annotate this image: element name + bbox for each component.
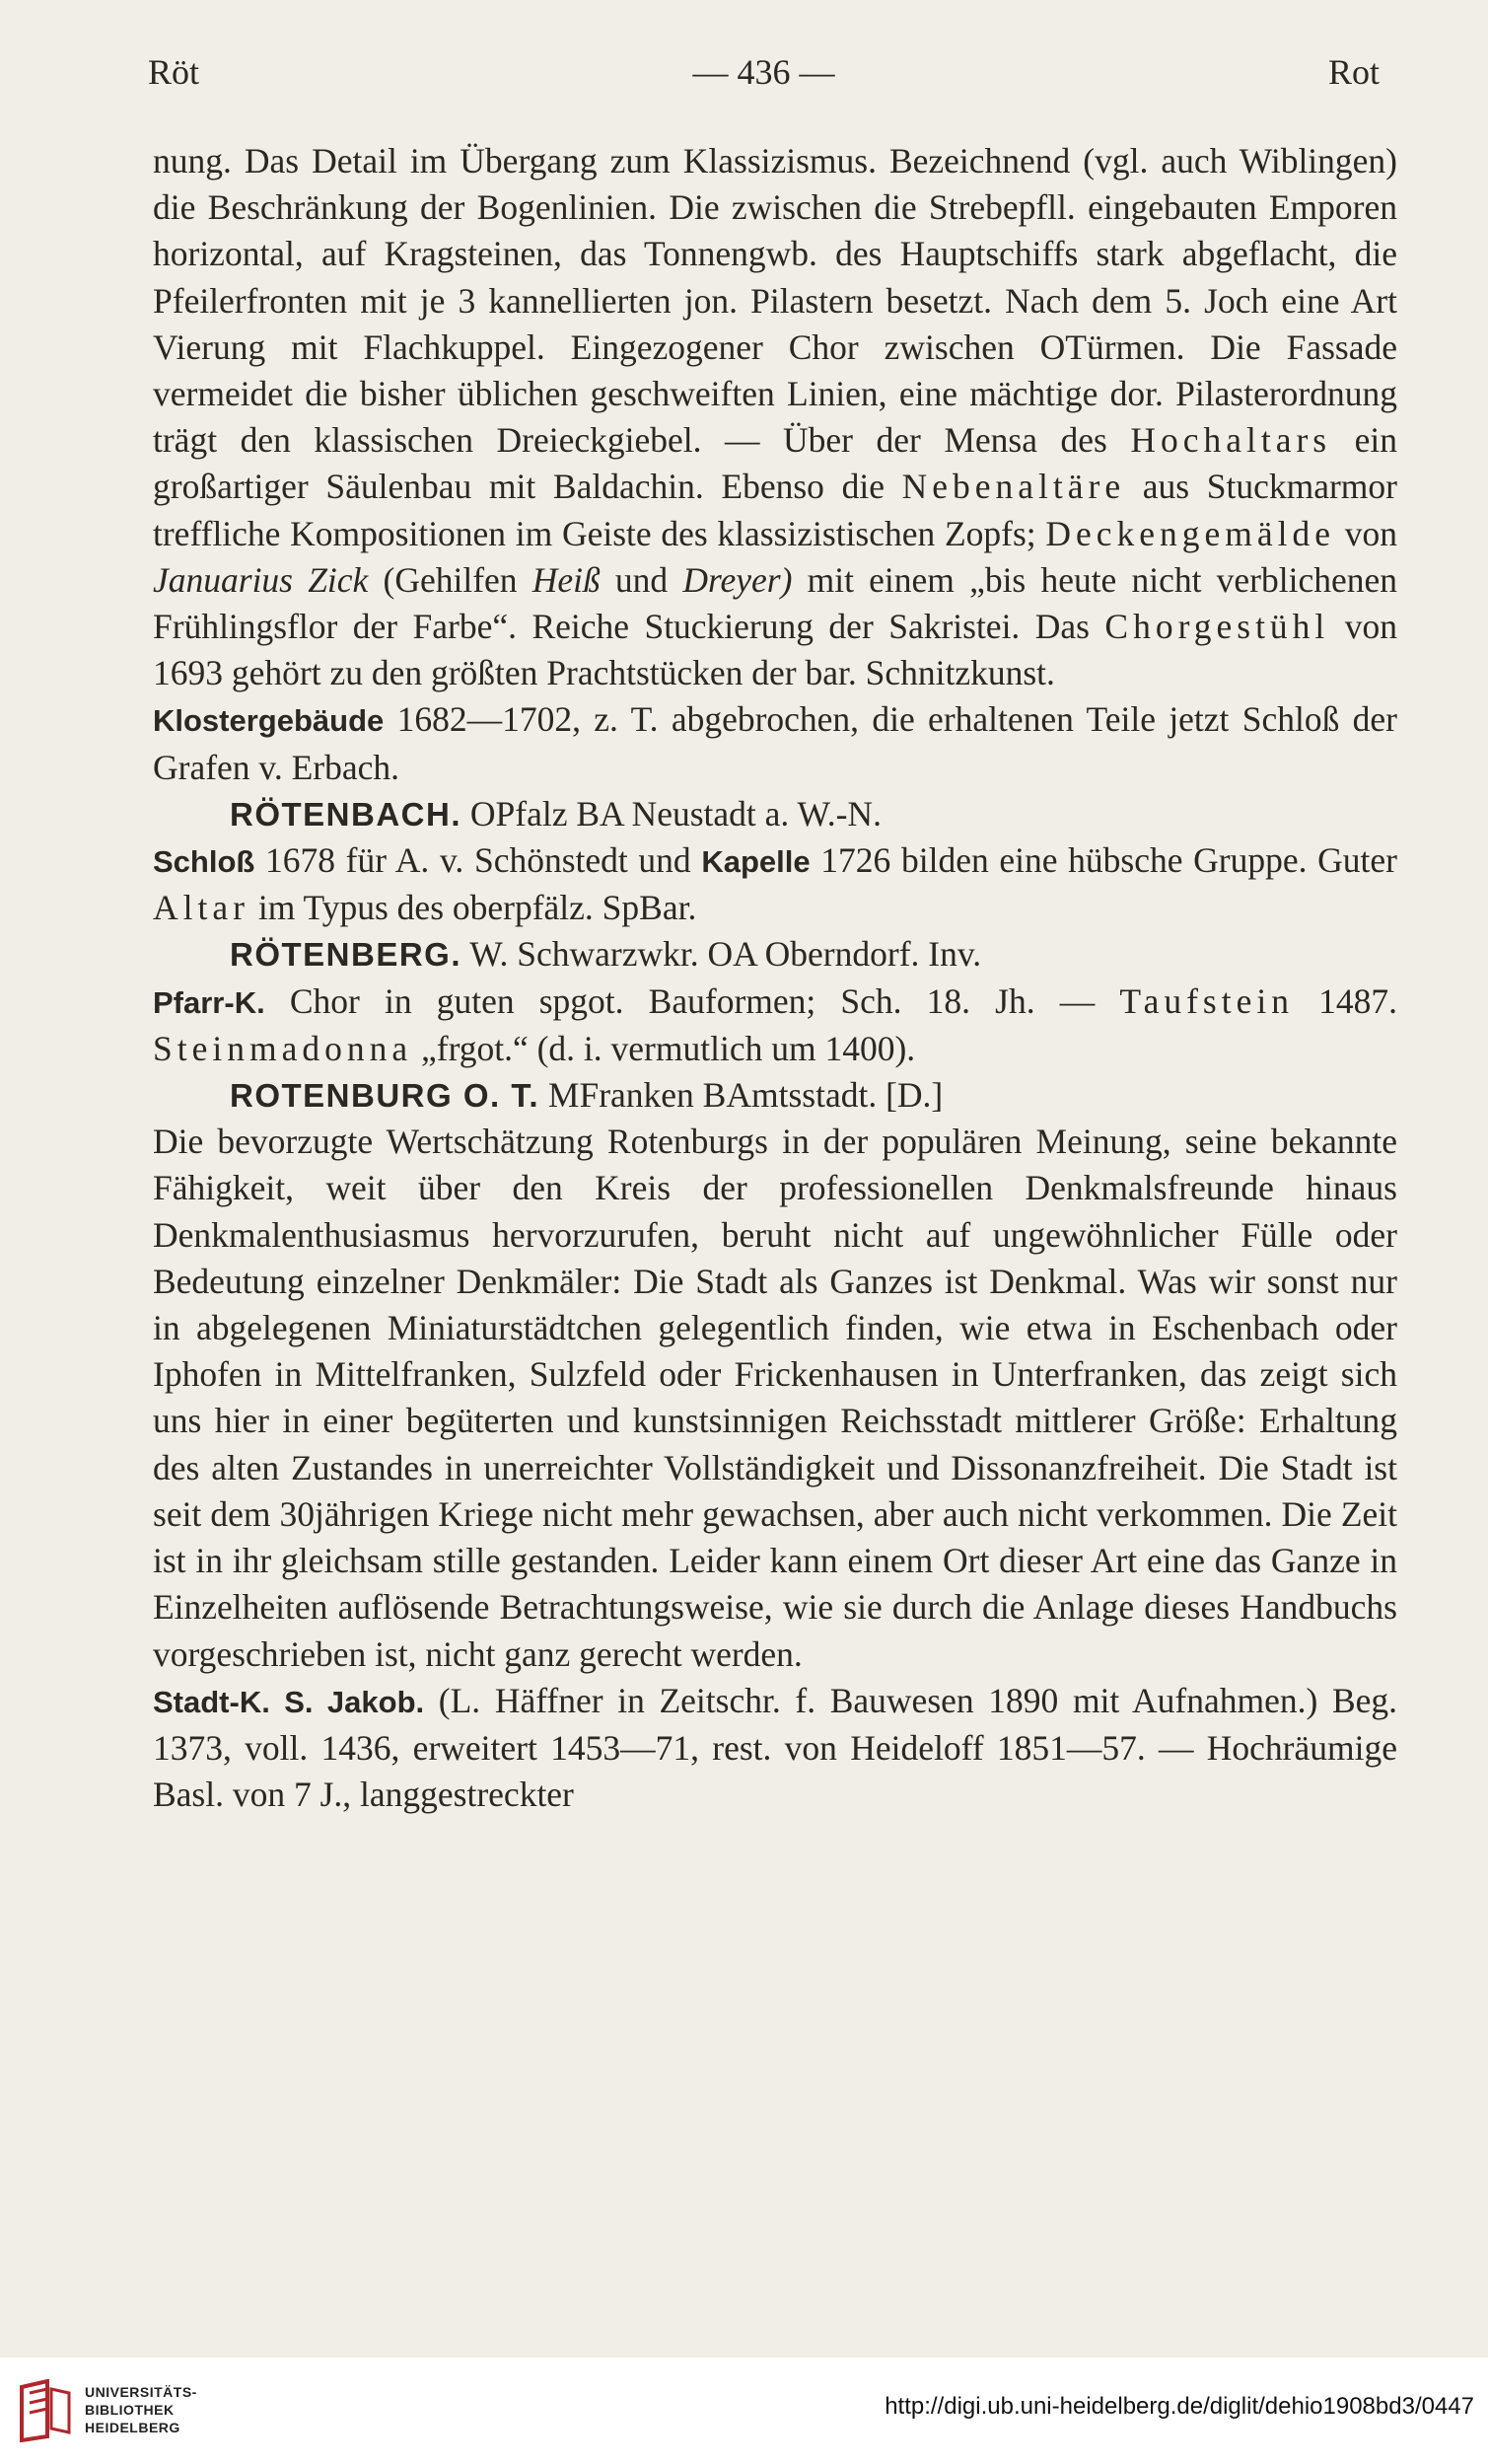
subentry-label: Klostergebäude — [153, 703, 385, 739]
paragraph-schloss: Schloß 1678 für A. v. Schönstedt und Kapelle 1726 bilden eine hübsche Gruppe. Guter Altar im Typus des oberpfälz. SpBar. — [153, 840, 1397, 928]
spaced-term: Hochaltars — [1130, 420, 1332, 461]
paragraph-pfarrkirche: Pfarr-K. Chor in guten spgot. Bauformen; Sch. 18. Jh. — Taufstein 1487. Steinmadonna „frgot.“ (d. i. vermutlich um 1400). — [153, 980, 1397, 1068]
library-emblem-icon — [18, 2379, 77, 2442]
spaced-term: Steinmadonna — [153, 1028, 413, 1068]
spaced-term: Deckengemälde — [1045, 513, 1336, 553]
page-header — [148, 51, 1380, 101]
spaced-term: Nebenaltäre — [901, 467, 1126, 507]
paragraph-stadtkirche: Stadt-K. S. Jakob. (L. Häffner in Zeitschr. f. Bauwesen 1890 mit Aufnahmen.) Beg. 1373, voll. 1436, erweitert 1453—71, rest. von Heideloff 1851—57. — Hochräumige Basl. von 7 J., langgestreckter — [153, 1680, 1398, 1815]
entry-title: ROTENBURG O. T. — [230, 1077, 540, 1115]
entry-title: RÖTENBACH. — [230, 795, 461, 833]
header-right-keyword: Rot — [1327, 52, 1380, 92]
paragraph-rotenburg-intro: Die bevorzugte Wertschätzung Rotenburgs in der populären Meinung, seine bekannte Fähigkeit, weit über den Kreis der professionellen Denkmalsfreunde hinaus Denkmalenthusiasmus hervorzurufen, beruht nicht auf ungewöhnlicher Fülle oder Bedeutung einzelner Denkmäler: Die Stadt als Ganzes ist Denkmal. Was wir sonst nur in abgelegenen Miniaturstädtchen gelegentlich finden, wie etwa in Eschenbach oder Iphofen in Mittelfranken, Sulzfeld oder Frickenhausen in Unterfranken, das zeigt sich uns hier in einer begüterten und kunstsinnigen Reichsstadt mittlerer Größe: Erhaltung des alten Zustandes in unerreichter Vollständigkeit und Dissonanzfreiheit. Die Stadt ist seit dem 30jährigen Kriege nicht mehr gewachsen, aber auch nicht verkommen. Die Zeit ist in ihr gleichsam stille gestanden. Leider kann einem Ort dieser Art eine das Ganze in Einzelheiten auflösende Betrachtungsweise, wie sie durch die Anlage dieses Handbuchs vorgeschrieben ist, nicht ganz gerecht werden. — [153, 1122, 1397, 1674]
footer-bar — [0, 2357, 1488, 2464]
artist-name: Dreyer) — [682, 559, 793, 600]
subentry-label: Kapelle — [701, 844, 811, 880]
spaced-term: Altar — [153, 888, 249, 928]
library-logo[interactable] — [18, 2377, 195, 2446]
permalink-url[interactable]: http://digi.ub.uni-heidelberg.de/diglit/dehio1908bd3/0447 — [885, 2393, 1474, 2420]
spaced-term: Taufstein — [1119, 980, 1294, 1021]
spaced-term: Chorgestühl — [1104, 607, 1330, 647]
subentry-label: Stadt-K. S. Jakob. — [153, 1684, 425, 1719]
entry-title: RÖTENBERG. — [230, 936, 462, 974]
paragraph-roet-church: nung. Das Detail im Übergang zum Klassizismus. Bezeichnend (vgl. auch Wiblingen) die Beschränkung der Bogenlinien. Die zwischen die Strebepfll. eingebauten Emporen horizontal, auf Kragsteinen, das Tonnengwb. des Hauptschiffs stark abgeflacht, die Pfeilerfronten mit je 3 kannellierten jon. Pilastern besetzt. Nach dem 5. Joch eine Art Vierung mit Flachkuppel. Eingezogener Chor zwischen OTürmen. Die Fassade vermeidet die bisher üblichen geschweiften Linien, eine mächtige dor. Pilasterordnung trägt den klassischen Dreieckgiebel. — Über der Mensa des Hochaltars ein großartiger Säulenbau mit Baldachin. Ebenso die Nebenaltäre aus Stuckmarmor treffliche Kompositionen im Geiste des klassizistischen Zopfs; Deckengemälde von Januarius Zick (Gehilfen Heiß und Dreyer) mit einem „bis heute nicht verblichenen Frühlingsflor der Farbe“. Reiche Stuckierung der Sakristei. Das Chorgestühl von 1693 gehört zu den größten Prachtstücken der bar. Schnitzkunst. — [153, 141, 1398, 693]
header-left-keyword: Röt — [148, 52, 200, 92]
page-number: — 436 — — [692, 52, 835, 92]
entry-roetenbach: RÖTENBACH. OPfalz BA Neustadt a. W.-N. — [230, 793, 882, 833]
artist-name: Januarius Zick — [153, 559, 369, 600]
paragraph-klostergebaeude: Klostergebäude 1682—1702, z. T. abgebrochen, die erhaltenen Teile jetzt Schloß der Grafen v. Erbach. — [153, 699, 1397, 787]
library-name: UNIVERSITÄTS- BIBLIOTHEK HEIDELBERG — [85, 2384, 197, 2435]
entry-roetenberg: RÖTENBERG. W. Schwarzwkr. OA Oberndorf. Inv. — [230, 934, 982, 975]
entry-rotenburg: ROTENBURG O. T. MFranken BAmtsstadt. [D.] — [230, 1075, 944, 1116]
subentry-label: Schloß — [153, 844, 255, 880]
subentry-label: Pfarr-K. — [153, 984, 265, 1020]
body-text — [153, 138, 1397, 1818]
artist-name: Heiß — [531, 559, 601, 600]
